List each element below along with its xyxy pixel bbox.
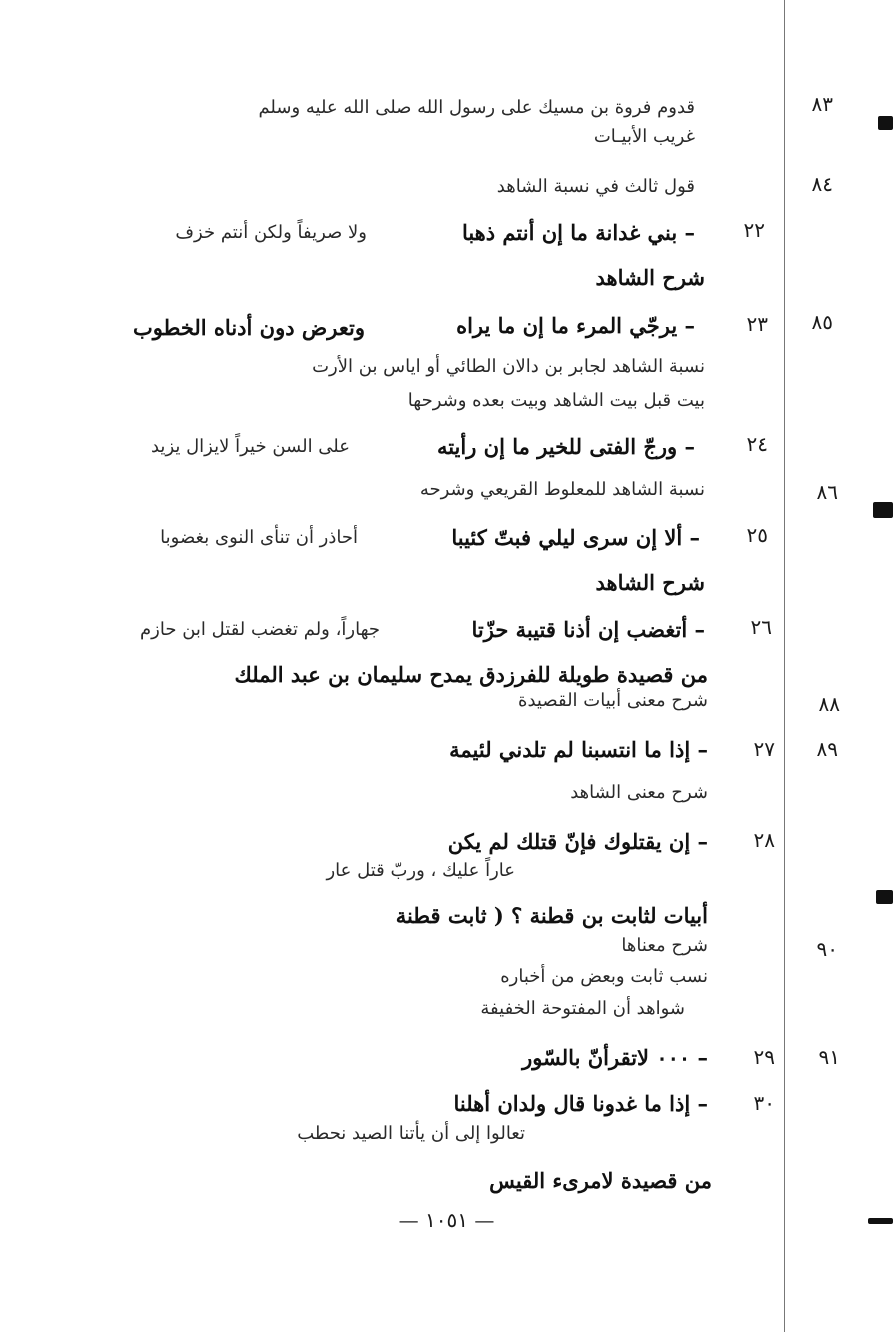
entry-number: ٢٢ (743, 218, 765, 242)
entry-number: ٨٦ (816, 480, 838, 504)
verse-line: وتعرض دون أدناه الخطوب (132, 315, 365, 340)
entry-number: ٣٠ (753, 1091, 775, 1115)
entry-text: أحاذر أن تنأى النوى بغضوبا (160, 527, 358, 548)
entry-text: ولا صريفاً ولكن أنتم خزف (175, 222, 367, 243)
entry-text: شرح معنى الشاهد (570, 782, 708, 803)
verse-line: – إذا ما انتسبنا لم تلدني لئيمة (449, 737, 708, 762)
entry-text: قدوم فروة بن مسيك على رسول الله صلى الله عليه وسلم (258, 97, 695, 118)
entry-number: ٢٨ (753, 828, 775, 852)
verse-line: شرح الشاهد (595, 570, 705, 595)
verse-line: – ٠٠٠ لاتقرأنّ بالسّور (522, 1045, 708, 1070)
verse-line: من قصيدة لامرىء القيس (489, 1168, 712, 1193)
entry-text: شرح معنى أبيات القصيدة (518, 690, 708, 711)
entry-number: ٩١ (818, 1045, 840, 1069)
entry-number: ٨٥ (811, 310, 833, 334)
verse-line: من قصيدة طويلة للفرزدق يمدح سليمان بن عبد الملك (234, 662, 708, 687)
entry-number: ٩٠ (816, 937, 838, 961)
edge-mark (876, 890, 893, 904)
entry-text: قول ثالث في نسبة الشاهد (496, 176, 695, 197)
entry-text: شرح معناها (621, 935, 708, 956)
entry-number: ٢٤ (746, 432, 768, 456)
verse-line: – ألا إن سرى ليلي فبتّ كئيبا (451, 525, 700, 550)
verse-line: – يرجّي المرء ما إن ما يراه (456, 313, 695, 338)
entry-number: ٢٣ (746, 312, 768, 336)
verse-line: – أتغضب إن أذنا قتيبة حزّتا (471, 617, 705, 642)
edge-mark (873, 502, 893, 518)
verse-line: – إذا ما غدونا قال ولدان أهلنا (453, 1091, 708, 1116)
edge-mark (878, 116, 893, 130)
verse-line: – ورجّ الفتى للخير ما إن رأيته (436, 434, 695, 459)
entry-number: ٢٦ (750, 615, 772, 639)
entry-text: شواهد أن المفتوحة الخفيفة (480, 998, 685, 1019)
entry-number: ٨٣ (811, 92, 833, 116)
entry-text: نسب ثابت وبعض من أخباره (500, 966, 708, 987)
entry-text: تعالوا إلى أن يأتنا الصيد نحطب (297, 1123, 525, 1144)
entry-number: ٨٤ (811, 172, 833, 196)
entry-text: نسبة الشاهد للمعلوط القريعي وشرحه (419, 479, 705, 500)
entry-text: نسبة الشاهد لجابر بن دالان الطائي أو اياس بن الأرت (312, 356, 705, 377)
entry-text: على السن خيراً لايزال يزيد (150, 436, 350, 457)
verse-line: شرح الشاهد (595, 265, 705, 290)
verse-line: – بني غدانة ما إن أنتم ذهبا (461, 220, 695, 245)
entry-number: ٢٧ (753, 737, 775, 761)
entry-number: ٨٨ (818, 692, 840, 716)
entry-text: بيت قبل بيت الشاهد وبيت بعده وشرحها (407, 390, 705, 411)
entry-number: ٢٥ (746, 523, 768, 547)
verse-line: – إن يقتلوك فإنّ قتلك لم يكن (447, 829, 708, 854)
entry-number: ٢٩ (753, 1045, 775, 1069)
margin-rule (784, 0, 785, 1332)
entry-text: غريب الأبيـات (593, 126, 695, 147)
entry-number: ٨٩ (816, 737, 838, 761)
entry-text: جهاراً، ولم تغضب لقتل ابن حازم (140, 619, 380, 640)
page-number: — ١٠٥١ — (398, 1208, 495, 1232)
entry-text: عاراً عليك ، وربّ قتل عار (326, 860, 515, 881)
verse-line: أبيات لثابت بن قطنة ؟ ( ثابت قطنة (395, 903, 708, 928)
